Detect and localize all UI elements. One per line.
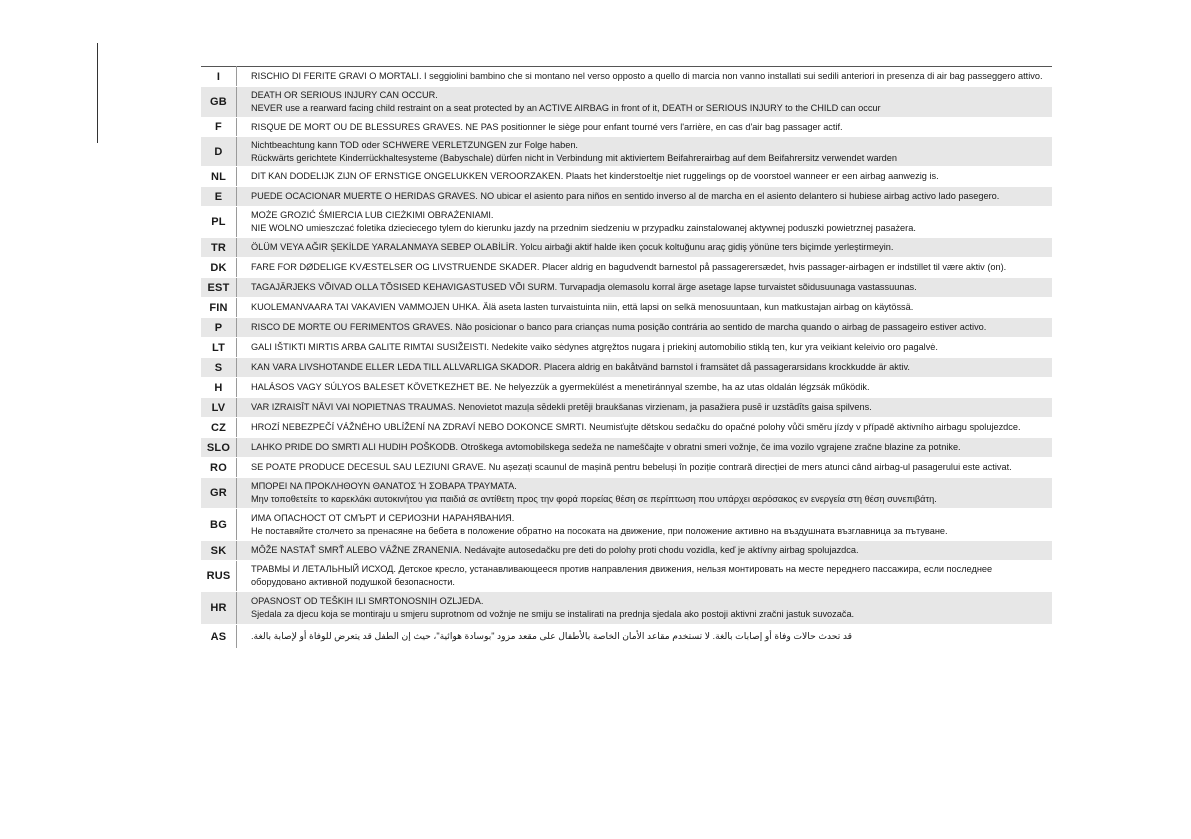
- warning-text-line: RISCO DE MORTE OU FERIMENTOS GRAVES. Não posicionar o banco para crianças numa posição contrária ao sentido de marcha quando o airbag de passageiro estiver activo.: [251, 322, 987, 332]
- warning-text-line: NIE WOLNO umieszczać foletika dzieciecego tylem do kierunku jazdy na przednim siedzeniu w przypadku zainstalowanej aktywnej poduszki powietrznej pasażera.: [251, 223, 916, 233]
- warning-text-line: FARE FOR DØDELIGE KVÆSTELSER OG LIVSTRUENDE SKADER. Placer aldrig en bagudvendt barnestol på passagerersædet, hvis passager-airbagen er indstillet til være aktiv (on).: [251, 262, 1007, 272]
- warning-text: [237, 167, 1053, 187]
- warning-text-line: قد تحدث حالات وفاة أو إصابات بالغة. لا تستخدم مقاعد الأمان الخاصة بالأطفال على مقعد مزود "بوسادة هوائية"، حيث إن الطفل قد يتعرض للوفاة أو لإصابة بالغة.: [251, 631, 853, 641]
- language-code: P: [201, 318, 237, 338]
- warning-row: [201, 87, 1052, 118]
- warning-text-line: Μην τοποθετείτε το καρεκλάκι αυτοκινήτου για παιδιά σε αντίθετη προς την φορά πορείας θέση σε περίπτωση που υπάρχει αερόσακος εν ενεργεία στη θέση συνεπιβάτη.: [251, 494, 937, 504]
- warning-text: [237, 541, 1053, 561]
- warning-row: [201, 318, 1052, 338]
- language-code: NL: [201, 167, 237, 187]
- language-code: RUS: [201, 561, 237, 592]
- warning-text-line: Nichtbeachtung kann TOD oder SCHWERE VERLETZUNGEN zur Folge haben.: [251, 139, 578, 150]
- warning-text: [237, 358, 1053, 378]
- language-code: LT: [201, 338, 237, 358]
- warning-text: [237, 137, 1053, 167]
- warning-text: [237, 187, 1053, 207]
- warning-text: [237, 378, 1053, 398]
- airbag-warning-table: [201, 66, 1052, 649]
- warning-text-line: ТРАВМЫ И ЛЕТАЛЬНЫЙ ИСХОД. Детское кресло, устанавливающееся против направления движения, нельзя монтировать на месте переднего пассажира, если последнее: [251, 564, 993, 574]
- warning-row: [201, 207, 1052, 238]
- language-code: H: [201, 378, 237, 398]
- warning-text-line: PUEDE OCACIONAR MUERTE O HERIDAS GRAVES. NO ubicar el asiento para niños en sentido inverso al de marcha en el asiento delantero si hubiese airbag activo lado pasegero.: [251, 191, 1000, 201]
- warning-text: [237, 207, 1053, 238]
- language-code: DK: [201, 258, 237, 278]
- warning-text: [237, 458, 1053, 478]
- warning-text-line: KAN VARA LIVSHOTANDE ELLER LEDA TILL ALLVARLIGA SKADOR. Placera aldrig en bakåtvänd barnstol i framsätet då passagerarsidans krockkudde är aktiv.: [251, 362, 910, 372]
- warning-row: [201, 118, 1052, 137]
- language-code: EST: [201, 278, 237, 298]
- language-code: E: [201, 187, 237, 207]
- warning-row: [201, 561, 1052, 592]
- warning-row: [201, 298, 1052, 318]
- warning-text-line: оборудовано активной подушкой безопасности.: [251, 577, 455, 587]
- language-code: S: [201, 358, 237, 378]
- warning-text: [237, 318, 1053, 338]
- warning-text: [237, 238, 1053, 258]
- language-code: D: [201, 137, 237, 167]
- warning-row: [201, 187, 1052, 207]
- language-code: PL: [201, 207, 237, 238]
- warning-row: [201, 67, 1052, 87]
- warning-text-line: SE POATE PRODUCE DECESUL SAU LEZIUNI GRAVE. Nu așezați scaunul de mașină pentru bebeluși în poziție contrară direcției de mers atunci când airbag-ul pasagerului este activat.: [251, 462, 1012, 472]
- warning-text-line: HROZÍ NEBEZPEČÍ VÁŽNÉHO UBLÍŽENÍ NA ZDRAVÍ NEBO DOKONCE SMRTI. Neumisťujte dětskou sedačku do opačné polohy vůči směru jízdy v případě aktivního airbagu spolujezdce.: [251, 422, 1021, 432]
- warning-text-line: DIT KAN DODELIJK ZIJN OF ERNSTIGE ONGELUKKEN VEROORZAKEN. Plaats het kinderstoeltje niet ruggelings op de voorstoel wanneer er een airbag aanwezig is.: [251, 171, 939, 181]
- warning-text: [237, 398, 1053, 418]
- warning-text: [237, 278, 1053, 298]
- warning-text-line: VAR IZRAISĪT NĀVI VAI NOPIETNAS TRAUMAS. Nenovietot mazuļa sēdekli pretēji braukšanas virzienam, ja pasažiera pusē ir uzstādīts gaisa spilvens.: [251, 402, 872, 412]
- warning-text: [237, 87, 1053, 118]
- warning-text: [237, 67, 1053, 87]
- warning-row: [201, 258, 1052, 278]
- warning-row: [201, 137, 1052, 167]
- warning-text: [237, 298, 1053, 318]
- language-code: HR: [201, 592, 237, 625]
- warning-row: [201, 625, 1052, 649]
- language-code: LV: [201, 398, 237, 418]
- language-code: AS: [201, 625, 237, 649]
- warning-text-line: Не поставяйте столчето за пренасяне на бебета в положение обратно на посоката на движение, при положение активно на въздушната възглавница за пътуване.: [251, 525, 948, 536]
- warning-text-line: LAHKO PRIDE DO SMRTI ALI HUDIH POŠKODB. Otroškega avtomobilskega sedeža ne nameščajte v obratni smeri vožnje, če ima vozilo vgrajene zračne blazine za potnike.: [251, 442, 961, 452]
- warning-text: [237, 418, 1053, 438]
- warning-row: [201, 438, 1052, 458]
- warning-row: [201, 238, 1052, 258]
- warning-text-line: GALI IŠTIKTI MIRTIS ARBA GALITE RIMTAI SUSIŽEISTI. Nedekite vaiko sėdynes atgręžtos nugara į priekinį automobilio stiklą ten, kur yra veikiant keleivio oro pagalvė.: [251, 342, 938, 352]
- warning-row: [201, 378, 1052, 398]
- warning-text: [237, 118, 1053, 137]
- warning-text-line: ИМА ОПАСНОСТ ОТ СМЪРТ И СЕРИОЗНИ НАРАНЯВАНИЯ.: [251, 512, 515, 523]
- warning-text-line: RISCHIO DI FERITE GRAVI O MORTALI. I seggiolini bambino che si montano nel verso opposto a quello di marcia non vanno installati sui sedili anteriori in presenza di air bag passeggero attivo.: [251, 71, 1043, 81]
- warning-text: [237, 258, 1053, 278]
- page-margin-rule: [97, 43, 98, 143]
- warning-row: [201, 418, 1052, 438]
- warning-text-line: NEVER use a rearward facing child restraint on a seat protected by an ACTIVE AIRBAG in front of it, DEATH or SERIOUS INJURY to the CHILD can occur: [251, 103, 881, 113]
- language-code: SK: [201, 541, 237, 561]
- warning-text-line: Rückwärts gerichtete Kinderrückhaltesysteme (Babyschale) dürfen nicht in Verbindung mit aktiviertem Beifahrerairbag auf dem Beifahrersitz verwendet warden: [251, 152, 897, 163]
- warning-text-line: TAGAJÄRJEKS VÕIVAD OLLA TÕSISED KEHAVIGASTUSED VÕI SURM. Turvapadja olemasolu korral ärge asetage lapse turvaistet sõidusuunaga vastassuunas.: [251, 282, 917, 292]
- warning-text-line: ÖLÜM VEYA AĞIR ŞEKİLDE YARALANMAYA SEBEP OLABİLİR. Yolcu airbaği aktif halde iken çocuk koltuğunu araç gidiş yönüne ters biçimde yerleştirmeyin.: [251, 242, 894, 252]
- warning-text-line: RISQUE DE MORT OU DE BLESSURES GRAVES. NE PAS positionner le siège pour enfant tourné vers l'arrière, en cas d'air bag passager actif.: [251, 121, 843, 132]
- language-code: I: [201, 67, 237, 87]
- warning-text: [237, 338, 1053, 358]
- warning-row: [201, 478, 1052, 509]
- language-code: BG: [201, 509, 237, 541]
- warning-text: [237, 592, 1053, 625]
- warning-row: [201, 592, 1052, 625]
- warning-row: [201, 278, 1052, 298]
- warning-text-line: MÔŽE NASTAŤ SMRŤ ALEBO VÁŽNE ZRANENIA. Nedávajte autosedačku pre deti do polohy proti chodu vozidla, keď je aktívny airbag spolujazdca.: [251, 545, 859, 555]
- warning-row: [201, 358, 1052, 378]
- language-code: SLO: [201, 438, 237, 458]
- warning-text-line: OPASNOST OD TEŠKIH ILI SMRTONOSNIH OZLJEDA.: [251, 596, 484, 606]
- language-code: GB: [201, 87, 237, 118]
- warning-row: [201, 458, 1052, 478]
- warning-text-line: HALÁSOS VAGY SÚLYOS BALESET KÖVETKEZHET BE. Ne helyezzük a gyermekülést a menetiránnyal szembe, ha az utas oldalán légzsák működik.: [251, 382, 870, 392]
- warning-table-body: [201, 67, 1052, 649]
- warning-text: [237, 509, 1053, 541]
- language-code: CZ: [201, 418, 237, 438]
- warning-row: [201, 541, 1052, 561]
- warning-text-line: ΜΠΟΡΕΙ ΝΑ ΠΡΟΚΛΗΘΟΥΝ ΘΑΝΑΤΟΣ Ή ΣΟΒΑΡΑ ΤΡΑΥΜΑΤΑ.: [251, 481, 517, 491]
- warning-row: [201, 338, 1052, 358]
- language-code: TR: [201, 238, 237, 258]
- warning-row: [201, 167, 1052, 187]
- warning-text: [237, 478, 1053, 509]
- language-code: RO: [201, 458, 237, 478]
- warning-row: [201, 398, 1052, 418]
- warning-text-line: DEATH OR SERIOUS INJURY CAN OCCUR.: [251, 90, 438, 100]
- language-code: F: [201, 118, 237, 137]
- warning-text-line: Sjedala za djecu koja se montiraju u smjeru suprotnom od vožnje ne smiju se instalirati na prednja sjedala ako postoji aktivni zračni jastuk suvozača.: [251, 609, 855, 619]
- language-code: FIN: [201, 298, 237, 318]
- warning-text-line: KUOLEMANVAARA TAI VAKAVIEN VAMMOJEN UHKA. Älä aseta lasten turvaistuinta niin, että lapsi on selkä menosuuntaan, kun matkustajan airbag on käytössä.: [251, 302, 914, 312]
- warning-text-line: MOŻE GROZIĆ ŚMIERCIA LUB CIEŻKIMI OBRAŻENIAMI.: [251, 210, 494, 220]
- warning-text: [237, 438, 1053, 458]
- language-code: GR: [201, 478, 237, 509]
- warning-text: [237, 625, 1053, 649]
- warning-row: [201, 509, 1052, 541]
- warning-text: [237, 561, 1053, 592]
